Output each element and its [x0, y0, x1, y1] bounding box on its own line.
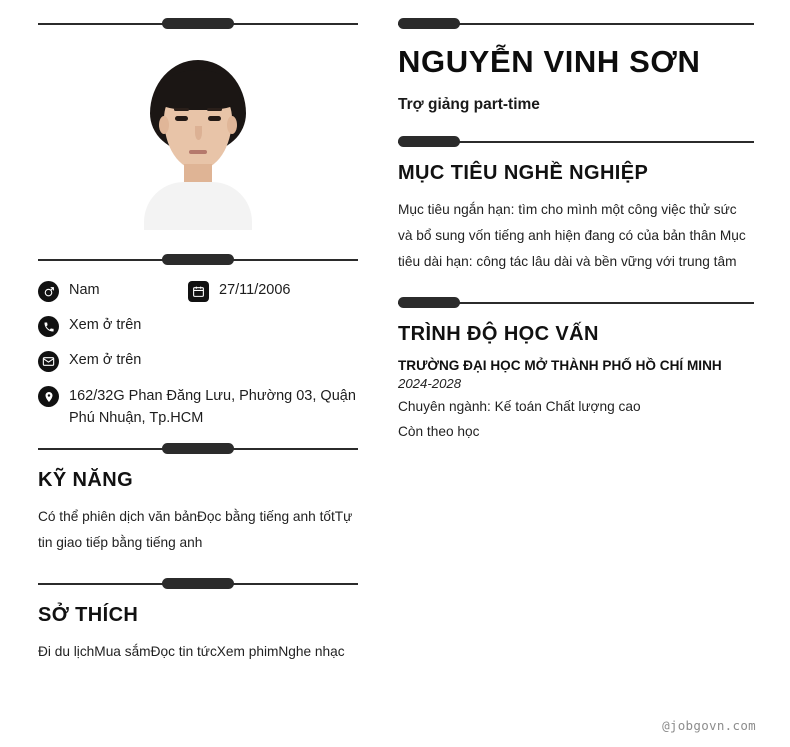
divider-bar [398, 18, 460, 29]
left-column [38, 18, 358, 687]
email-value: Xem ở trên [69, 352, 142, 368]
hobbies-title: SỞ THÍCH [38, 604, 139, 626]
objective-body: Mục tiêu ngắn hạn: tìm cho mình một công việc thử sức và bổ sung vốn tiếng anh hiện đang có của bản thân Mục tiêu dài hạn: công tác lâu dài và bền vững với trung tâm [398, 201, 746, 269]
profile-photo [38, 44, 358, 240]
divider-top-left [38, 18, 358, 30]
divider-skills [38, 443, 358, 455]
education-major: Chuyên ngành: Kế toán Chất lượng cao [398, 398, 641, 414]
section-objective [398, 162, 754, 275]
divider-bar [398, 297, 460, 308]
watermark: @jobgovn.com [662, 718, 756, 733]
divider-bar [398, 136, 460, 147]
right-column [398, 18, 754, 687]
section-skills [38, 469, 358, 556]
phone-value: Xem ở trên [69, 317, 142, 333]
divider-objective [398, 136, 754, 148]
divider-below-photo [38, 254, 358, 266]
location-pin-icon [38, 386, 59, 407]
contact-row [38, 385, 358, 429]
phone-icon [38, 316, 59, 337]
contact-info [38, 280, 358, 429]
portrait-brow-left [174, 108, 189, 111]
education-school: TRƯỜNG ĐẠI HỌC MỞ THÀNH PHỐ HỒ CHÍ MINH [398, 357, 722, 373]
calendar-icon [188, 281, 209, 302]
contact-row [38, 280, 358, 302]
contact-phone [38, 315, 188, 337]
contact-email [38, 350, 188, 372]
mail-icon [38, 351, 59, 372]
job-role: Trợ giảng part-time [398, 95, 540, 113]
gender-value: Nam [69, 282, 100, 298]
divider-bar [162, 18, 234, 29]
birthday-value: 27/11/2006 [219, 282, 291, 298]
address-value: 162/32G Phan Đăng Lưu, Phường 03, Quận Phú Nhuận, Tp.HCM [69, 388, 356, 426]
gender-icon [38, 281, 59, 302]
contact-birthday [188, 280, 291, 302]
section-education [398, 323, 754, 444]
portrait-mouth [189, 150, 207, 154]
hobbies-body: Đi du lịchMua sắmĐọc tin tứcXem phimNghe nhạc [38, 644, 345, 659]
portrait-ear-right [227, 116, 237, 134]
divider-top-right [398, 18, 754, 30]
divider-bar [162, 443, 234, 454]
divider-bar [162, 254, 234, 265]
contact-gender [38, 280, 188, 302]
education-years: 2024-2028 [398, 375, 462, 391]
education-title: TRÌNH ĐỘ HỌC VẤN [398, 322, 599, 345]
portrait-eye-left [175, 116, 188, 121]
divider-education [398, 297, 754, 309]
contact-address [38, 385, 358, 429]
education-status: Còn theo học [398, 423, 480, 439]
contact-row [38, 350, 358, 372]
objective-title: MỤC TIÊU NGHỀ NGHIỆP [398, 161, 649, 184]
divider-bar [162, 578, 234, 589]
portrait-eye-right [208, 116, 221, 121]
page-title: NGUYỄN VINH SƠN [398, 44, 701, 79]
skills-title: KỸ NĂNG [38, 469, 134, 491]
contact-row [38, 315, 358, 337]
portrait-nose [195, 126, 202, 140]
portrait-shoulders [144, 182, 252, 230]
skills-body: Có thể phiên dịch văn bảnĐọc bằng tiếng anh tốtTự tin giao tiếp bằng tiếng anh [38, 509, 353, 550]
section-hobbies [38, 604, 358, 665]
portrait-illustration [136, 54, 260, 230]
divider-hobbies [38, 578, 358, 590]
portrait-brow-right [207, 108, 222, 111]
portrait-ear-left [159, 116, 169, 134]
